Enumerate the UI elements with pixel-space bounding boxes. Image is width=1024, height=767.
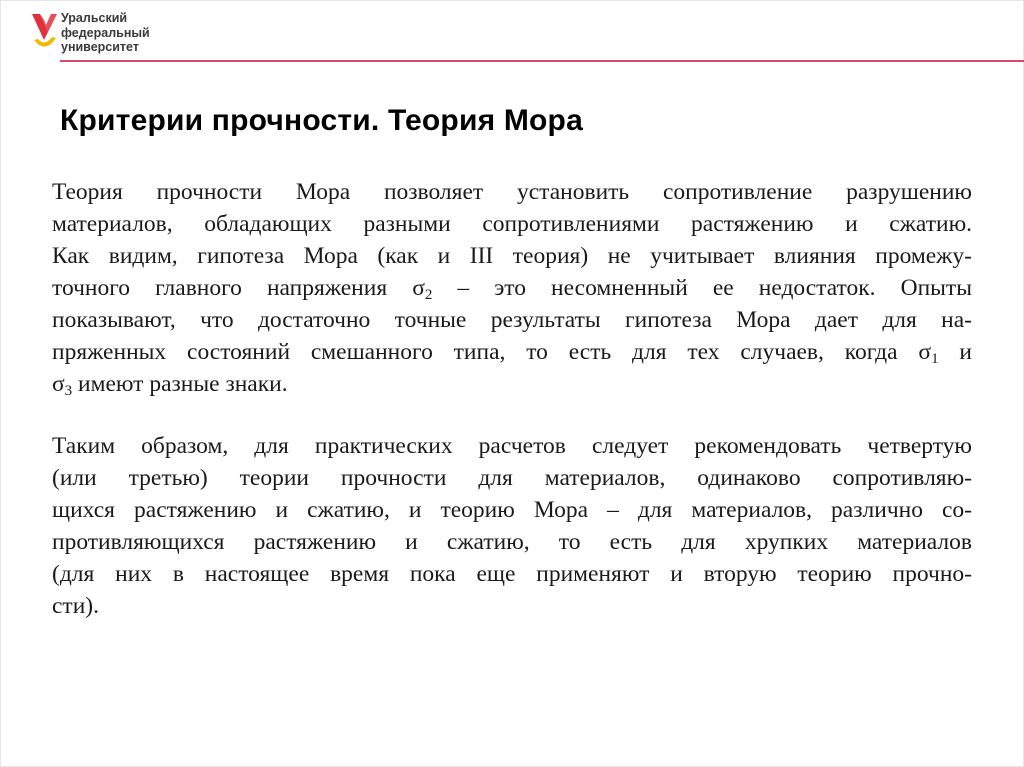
paragraph-2-line-5: (для них в настоящее время пока еще применяют и вторую теорию прочно- [52, 561, 972, 587]
logo-line-1: Уральский [61, 11, 128, 25]
sigma-2-subscript: 2 [424, 287, 433, 303]
sigma-1-subscript: 1 [931, 351, 939, 367]
logo-text [61, 11, 150, 55]
header-divider [60, 60, 1024, 62]
paragraph-1-line-5: показывают, что достаточно точные результаты гипотеза Мора дает для на- [52, 307, 972, 333]
paragraph-2-line-1: Таким образом, для практических расчетов следует рекомендовать четвертую [52, 433, 972, 459]
university-logo [30, 10, 250, 58]
line-4-start: точного главного напряжения [52, 275, 413, 301]
paragraph-2-line-3: щихся растяжению и сжатию, и теорию Мора – для материалов, различно со- [52, 497, 972, 523]
paragraph-2-line-2: (или третью) теории прочности для материалов, одинаково сопротивляю- [52, 465, 972, 491]
paragraph-1-line-6 [52, 336, 972, 368]
line-6-end: и [938, 339, 972, 365]
line-7-end: имеют разные знаки. [72, 371, 288, 397]
line-6-start: пряженных состояний смешанного типа, то есть для тех случаев, когда [52, 339, 919, 365]
logo-line-2: федеральный [61, 25, 150, 40]
paragraph-2-line-6: сти). [52, 593, 99, 619]
paragraph-2 [52, 430, 972, 622]
sigma-2-symbol: σ [412, 275, 425, 301]
sigma-1-symbol: σ [918, 339, 932, 365]
page-title: Критерии прочности. Теория Мора [60, 104, 583, 137]
ural-university-mark-icon [30, 10, 60, 52]
paragraph-1 [52, 176, 972, 400]
paragraph-1-line-3: Как видим, гипотеза Мора (как и III теория) не учитывает влияния промежу- [52, 243, 972, 269]
logo-line-3: университет [61, 40, 139, 54]
sigma-3-symbol: σ [52, 371, 65, 397]
sigma-3-subscript: 3 [64, 383, 73, 399]
paragraph-1-line-4 [52, 272, 972, 304]
paragraph-1-line-2: материалов, обладающих разными сопротивлениями растяжению и сжатию. [52, 211, 972, 237]
body-text [52, 176, 972, 622]
line-4-end: – это несомненный ее недостаток. Опыты [432, 275, 972, 301]
paragraph-1-line-1: Теория прочности Мора позволяет установить сопротивление разрушению [52, 179, 972, 205]
paragraph-1-line-7 [52, 368, 972, 400]
paragraph-2-line-4: противляющихся растяжению и сжатию, то есть для хрупких материалов [52, 529, 972, 555]
